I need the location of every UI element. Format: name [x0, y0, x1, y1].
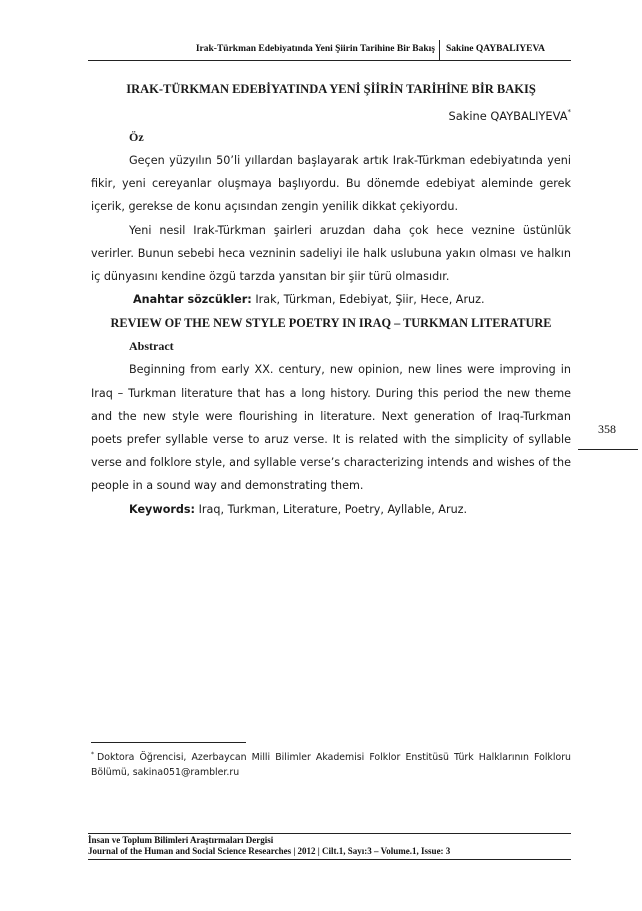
oz-heading: Öz	[129, 130, 144, 144]
abstract-paragraph: Beginning from early XX. century, new opinion, new lines were improving in Iraq – Turkman literature that has a long history. During this period the new theme and the new style were flourishing in literature. Next generation of Iraq-Turkman poets prefer syllable verse to aruz verse. It is related with the simplicity of syllable verse and folklore style, and syllable verse’s characterizing intends and wishes of the people in a sound way and demonstrating them.	[91, 363, 571, 493]
footnote-rule	[91, 742, 246, 743]
english-keywords-label: Keywords:	[129, 502, 196, 516]
footnote	[91, 748, 571, 780]
oz-keywords-label: Anahtar sözcükler:	[133, 293, 252, 307]
article-title: IRAK-TÜRKMAN EDEBİYATINDA YENİ ŞİİRİN TARİHİNE BİR BAKIŞ	[126, 82, 536, 96]
running-author: Sakine QAYBALIYEVA	[446, 44, 545, 54]
english-keywords	[129, 498, 571, 521]
english-keywords-text: Iraq, Turkman, Literature, Poetry, Ayllable, Aruz.	[198, 502, 468, 516]
article-body	[91, 76, 571, 521]
abstract-heading: Abstract	[129, 339, 174, 354]
page-number: 358	[598, 422, 616, 436]
author-line	[91, 102, 571, 126]
running-header	[88, 40, 571, 61]
footnote-text: Doktora Öğrencisi, Azerbaycan Milli Bilimler Akademisi Folklor Enstitüsü Türk Halklarının Folkloru Bölümü, sakina051@rambler.ru	[91, 752, 571, 778]
oz-paragraph-1: Geçen yüzyılın 50’li yıllardan başlayarak artık Irak-Türkman edebiyatında yeni fikir, yeni cereyanlar oluşmaya başlıyordu. Bu dönemde edebiyat aleminde gerek içerik, gerekse de konu açısından zengin yenilik dikkat çekiyordu.	[91, 154, 571, 214]
english-title: REVIEW OF THE NEW STYLE POETRY IN IRAQ – TURKMAN LITERATURE	[110, 316, 552, 331]
running-title: Irak-Türkman Edebiyatında Yeni Şiirin Tarihine Bir Bakış	[195, 44, 435, 54]
page-number-rule	[578, 449, 638, 450]
header-separator	[439, 40, 440, 60]
author-footnote-marker: *	[567, 108, 571, 116]
oz-keywords-text: Irak, Türkman, Edebiyat, Şiir, Hece, Aruz.	[255, 293, 485, 307]
journal-footer	[88, 833, 571, 860]
oz-keywords	[133, 288, 571, 311]
journal-name-tr: İnsan ve Toplum Bilimleri Araştırmaları Dergisi	[88, 835, 274, 845]
footnote-marker: *	[91, 751, 94, 758]
oz-paragraph-2: Yeni nesil Irak-Türkman şairleri aruzdan daha çok hece veznine üstünlük verirler. Bunun sebebi heca vezninin sadeliyi ile halk uslubuna yakın olması ve halkın iç dünyasını kendine özgü tarzda yansıtan bir şiir türü olmasıdır.	[91, 223, 571, 284]
author-name: Sakine QAYBALIYEVA	[448, 109, 568, 123]
journal-name-en: Journal of the Human and Social Science Researches | 2012 | Cilt.1, Sayı:3 – Volume.1, Issue: 3	[88, 846, 451, 856]
